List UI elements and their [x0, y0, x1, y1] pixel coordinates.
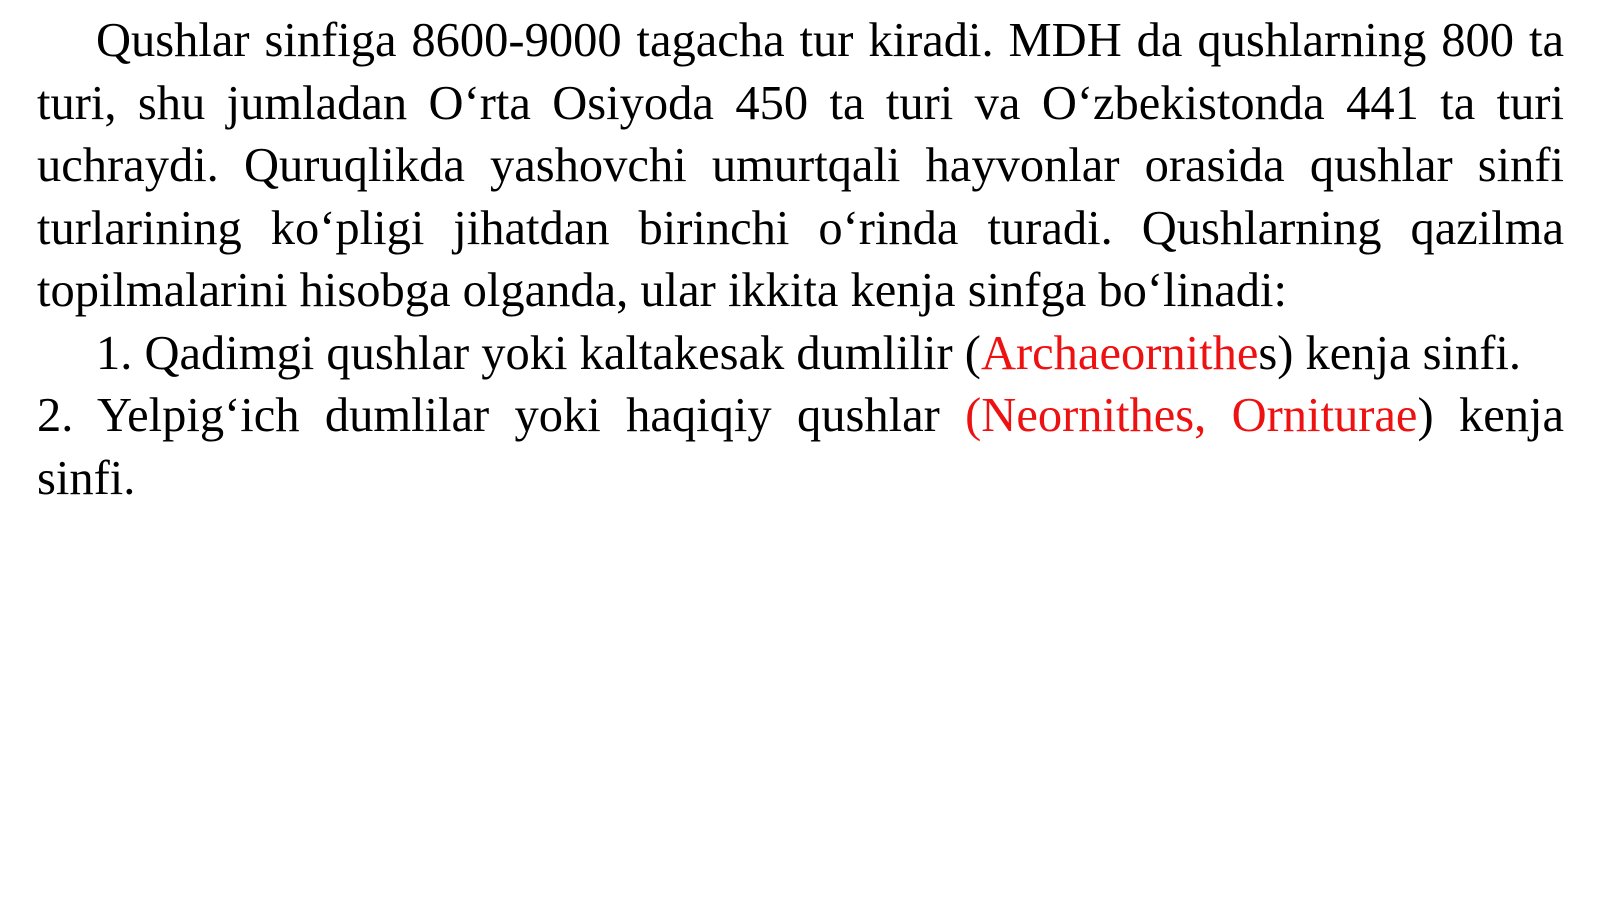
list-item-2-text-after: ) kenja sinfi. [37, 389, 1564, 505]
list-item-1-text-after: s) kenja sinfi. [1258, 326, 1522, 380]
list-item-1-text-before: 1. Qadimgi qushlar yoki kaltakesak dumlilir ( [96, 326, 981, 380]
list-item-1 [37, 323, 1564, 386]
list-item-2-latin-name: (Neornithes, Orniturae [965, 389, 1418, 442]
list-item-2-text-before: 2. Yelpig‘ich dumlilar yoki haqiqiy qushlar [37, 389, 966, 442]
list-item-1-latin-name: Archaeornithe [980, 326, 1259, 380]
list-item-2 [37, 385, 1564, 510]
intro-paragraph: Qushlar sinfiga 8600-9000 tagacha tur kiradi. MDH da qushlarning 800 ta turi, shu jumladan O‘rta Osiyoda 450 ta turi va O‘zbekistonda 441 ta turi uchraydi. Quruqlikda yashovchi umurtqali hayvonlar orasida qushlar sinfi turlarining ko‘pligi jihatdan birinchi o‘rinda turadi. Qushlarning qazilma topilmalarini hisobga olganda, ular ikkita kenja sinfga bo‘linadi: [37, 14, 1564, 317]
slide-text-body [37, 10, 1564, 510]
